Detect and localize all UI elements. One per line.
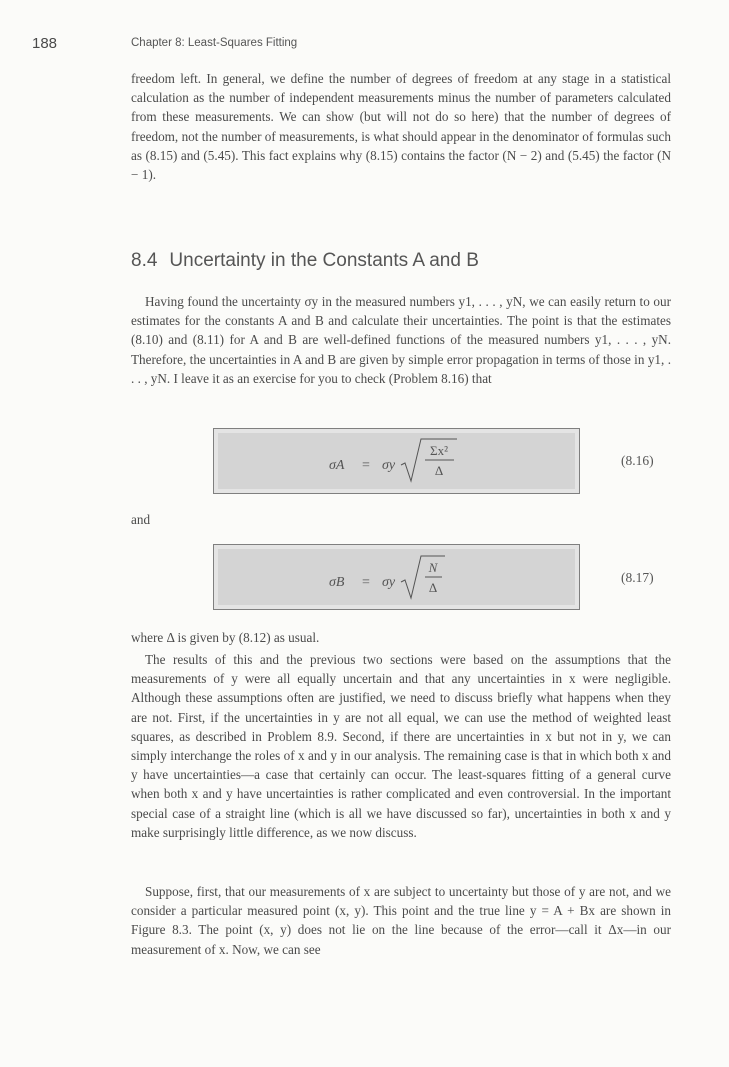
equation-8-16-denominator: Δ	[434, 463, 444, 478]
suppose-paragraph	[131, 882, 671, 959]
where-line: where Δ is given by (8.12) as usual.	[131, 630, 320, 645]
equation-box-8-17	[213, 544, 580, 610]
results-paragraph-text: The results of this and the previous two sections were based on the assumptions that the measurements of y were all equally uncertain and that any uncertainties in x were negligible. Although these assumptions often are justified, we need to discuss briefly what happens when they are not. First, if the uncertainties in y are not all equal, we can use the method of weighted least squares, as described in Problem 8.9. Second, if there are uncertainties in x but not in y, we can simply interchange the roles of x and y in our analysis. The remaining case is that in which both x and y have uncertainties—a case that certainly can occur. The least-squares fitting of a general curve when both x and y have uncertainties is rather complicated and even controversial. In the important special case of a straight line (which is all we have discussed so far), uncertainties in both x and y make surprisingly little difference, as we now discuss.	[131, 652, 671, 840]
results-paragraph	[131, 650, 671, 842]
section-paragraph-text: Having found the uncertainty σy in the measured numbers y1, . . . , yN, we can easily return to our estimates for the constants A and B and calculate their uncertainties. The point is that the estimates (8.10) and (8.11) for A and B are well-defined functions of the measured numbers y1, . . . , yN. Therefore, the uncertainties in A and B are given by simple error propagation in terms of those in y1, . . . , yN. I leave it as an exercise for you to check (Problem 8.16) that	[131, 294, 671, 386]
equation-8-17-formula	[214, 545, 581, 611]
connector-and: and	[131, 512, 151, 527]
equation-number-8-17: (8.17)	[621, 570, 654, 585]
equation-number-8-16: (8.16)	[621, 453, 654, 468]
intro-paragraph-text: freedom left. In general, we define the number of degrees of freedom at any stage in a statistical calculation as the number of independent measurements minus the number of parameters calculated from these measurements. We can show (but will not do so here) that the number of degrees of freedom, not the number of measurements, is what should appear in the denominator of formulas such as (8.15) and (5.45). This fact explains why (8.15) contains the factor (N − 2) and (5.45) the factor (N − 1).	[131, 71, 671, 183]
section-heading	[131, 250, 479, 272]
equation-8-16-formula	[214, 429, 581, 495]
equation-8-16-factor: σy	[382, 458, 396, 473]
equation-8-17-lhs: σB	[329, 575, 345, 590]
section-paragraph	[131, 292, 671, 388]
equation-8-17-denominator: Δ	[428, 580, 438, 595]
page-number: 188	[32, 35, 58, 52]
equation-8-17-factor: σy	[382, 575, 396, 590]
intro-paragraph	[131, 69, 671, 184]
equation-8-16-lhs: σA	[329, 458, 345, 473]
equation-box-8-16	[213, 428, 580, 494]
equation-8-17-equals: =	[362, 575, 370, 590]
section-title: Uncertainty in the Constants A and B	[169, 250, 479, 271]
equation-8-16-equals: =	[362, 458, 370, 473]
section-number: 8.4	[131, 250, 158, 271]
equation-8-17-numerator: N	[428, 560, 438, 575]
equation-8-16-numerator: Σx²	[430, 443, 448, 458]
suppose-paragraph-text: Suppose, first, that our measurements of x are subject to uncertainty but those of y are not, and we consider a particular measured point (x, y). This point and the true line y = A + Bx are shown in Figure 8.3. The point (x, y) does not lie on the line because of the error—call it Δx—in our measurement of x. Now, we can see	[131, 884, 671, 957]
running-head: Chapter 8: Least-Squares Fitting	[131, 37, 298, 49]
